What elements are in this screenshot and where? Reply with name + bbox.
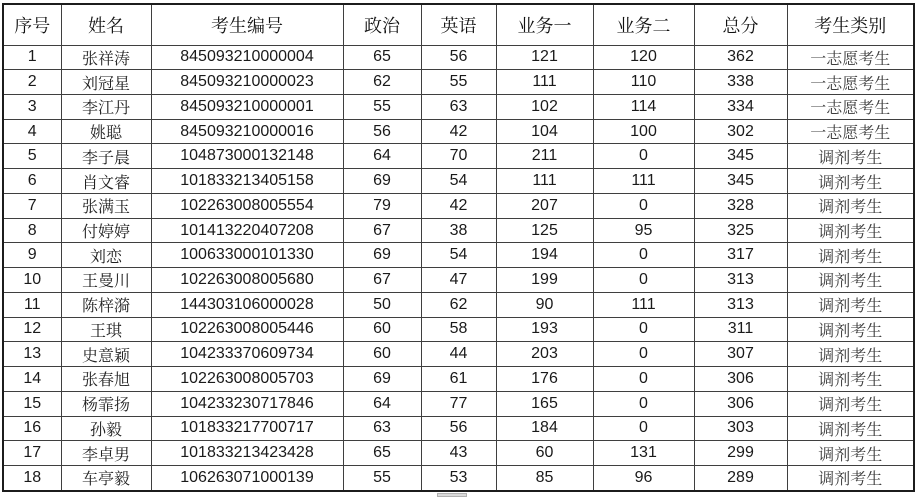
header-name: 姓名 <box>61 4 151 45</box>
cell-english: 38 <box>421 218 496 243</box>
cell-candidate-type: 调剂考生 <box>787 465 914 491</box>
cell-candidate-id: 101833213405158 <box>151 169 343 194</box>
cell-name: 王琪 <box>61 317 151 342</box>
cell-serial-no: 14 <box>3 367 61 392</box>
cell-total-score: 307 <box>694 342 787 367</box>
cell-politics: 69 <box>343 243 421 268</box>
cell-total-score: 299 <box>694 441 787 466</box>
table-row <box>3 342 914 367</box>
cell-total-score: 311 <box>694 317 787 342</box>
cell-name: 张祥涛 <box>61 45 151 70</box>
cell-name: 李江丹 <box>61 94 151 119</box>
cell-subject-two: 100 <box>593 119 694 144</box>
header-candidate-id: 考生编号 <box>151 4 343 45</box>
table-row <box>3 94 914 119</box>
cell-serial-no: 12 <box>3 317 61 342</box>
cell-serial-no: 18 <box>3 465 61 491</box>
cell-candidate-type: 一志愿考生 <box>787 119 914 144</box>
score-table <box>2 3 915 492</box>
cell-total-score: 345 <box>694 169 787 194</box>
cell-candidate-type: 调剂考生 <box>787 391 914 416</box>
cell-english: 42 <box>421 119 496 144</box>
cell-total-score: 306 <box>694 391 787 416</box>
table-row <box>3 45 914 70</box>
cell-subject-one: 176 <box>496 367 593 392</box>
cell-subject-one: 184 <box>496 416 593 441</box>
cell-english: 54 <box>421 169 496 194</box>
cell-serial-no: 16 <box>3 416 61 441</box>
table-row <box>3 243 914 268</box>
cell-name: 张春旭 <box>61 367 151 392</box>
cell-name: 李子晨 <box>61 144 151 169</box>
cell-english: 58 <box>421 317 496 342</box>
cell-candidate-type: 调剂考生 <box>787 441 914 466</box>
cell-name: 李卓男 <box>61 441 151 466</box>
cell-subject-one: 165 <box>496 391 593 416</box>
cell-english: 43 <box>421 441 496 466</box>
cell-candidate-id: 845093210000016 <box>151 119 343 144</box>
cell-subject-one: 193 <box>496 317 593 342</box>
cell-serial-no: 9 <box>3 243 61 268</box>
cell-total-score: 306 <box>694 367 787 392</box>
cell-candidate-type: 一志愿考生 <box>787 70 914 95</box>
cell-serial-no: 4 <box>3 119 61 144</box>
cell-english: 63 <box>421 94 496 119</box>
cell-candidate-type: 调剂考生 <box>787 169 914 194</box>
header-candidate-type: 考生类别 <box>787 4 914 45</box>
cell-english: 70 <box>421 144 496 169</box>
cell-serial-no: 6 <box>3 169 61 194</box>
cell-serial-no: 1 <box>3 45 61 70</box>
header-english: 英语 <box>421 4 496 45</box>
header-politics: 政治 <box>343 4 421 45</box>
table-row <box>3 441 914 466</box>
cell-name: 陈梓漪 <box>61 292 151 317</box>
cell-subject-two: 111 <box>593 292 694 317</box>
cell-politics: 65 <box>343 441 421 466</box>
cell-politics: 64 <box>343 144 421 169</box>
bottom-edge-artifact <box>437 493 467 497</box>
cell-serial-no: 11 <box>3 292 61 317</box>
table-row <box>3 465 914 491</box>
cell-serial-no: 3 <box>3 94 61 119</box>
cell-candidate-type: 调剂考生 <box>787 342 914 367</box>
cell-candidate-id: 101833213423428 <box>151 441 343 466</box>
cell-serial-no: 10 <box>3 268 61 293</box>
cell-subject-one: 85 <box>496 465 593 491</box>
cell-subject-two: 110 <box>593 70 694 95</box>
table-row <box>3 317 914 342</box>
cell-subject-two: 95 <box>593 218 694 243</box>
header-subject-one: 业务一 <box>496 4 593 45</box>
cell-serial-no: 15 <box>3 391 61 416</box>
cell-candidate-id: 845093210000001 <box>151 94 343 119</box>
cell-candidate-id: 101413220407208 <box>151 218 343 243</box>
cell-subject-two: 0 <box>593 193 694 218</box>
cell-candidate-id: 104873000132148 <box>151 144 343 169</box>
cell-politics: 67 <box>343 218 421 243</box>
cell-subject-one: 111 <box>496 70 593 95</box>
cell-english: 56 <box>421 416 496 441</box>
cell-subject-one: 111 <box>496 169 593 194</box>
cell-candidate-type: 调剂考生 <box>787 268 914 293</box>
cell-total-score: 334 <box>694 94 787 119</box>
cell-candidate-id: 102263008005446 <box>151 317 343 342</box>
cell-name: 姚聪 <box>61 119 151 144</box>
cell-english: 47 <box>421 268 496 293</box>
cell-name: 付婷婷 <box>61 218 151 243</box>
cell-english: 53 <box>421 465 496 491</box>
cell-subject-two: 111 <box>593 169 694 194</box>
cell-total-score: 328 <box>694 193 787 218</box>
table-row <box>3 144 914 169</box>
cell-subject-one: 121 <box>496 45 593 70</box>
cell-name: 王曼川 <box>61 268 151 293</box>
cell-candidate-id: 104233370609734 <box>151 342 343 367</box>
cell-subject-two: 0 <box>593 342 694 367</box>
cell-total-score: 338 <box>694 70 787 95</box>
cell-subject-two: 0 <box>593 416 694 441</box>
cell-name: 刘恋 <box>61 243 151 268</box>
cell-name: 张满玉 <box>61 193 151 218</box>
cell-candidate-id: 100633000101330 <box>151 243 343 268</box>
cell-serial-no: 8 <box>3 218 61 243</box>
table-row <box>3 218 914 243</box>
cell-total-score: 313 <box>694 268 787 293</box>
cell-candidate-id: 144303106000028 <box>151 292 343 317</box>
cell-english: 62 <box>421 292 496 317</box>
table-row <box>3 268 914 293</box>
table-body <box>3 45 914 491</box>
cell-english: 77 <box>421 391 496 416</box>
cell-politics: 67 <box>343 268 421 293</box>
cell-candidate-id: 106263071000139 <box>151 465 343 491</box>
cell-subject-two: 0 <box>593 268 694 293</box>
cell-total-score: 289 <box>694 465 787 491</box>
cell-subject-two: 0 <box>593 144 694 169</box>
table-row <box>3 416 914 441</box>
cell-politics: 65 <box>343 45 421 70</box>
table-row <box>3 292 914 317</box>
cell-serial-no: 2 <box>3 70 61 95</box>
cell-subject-one: 104 <box>496 119 593 144</box>
cell-candidate-type: 调剂考生 <box>787 367 914 392</box>
cell-politics: 63 <box>343 416 421 441</box>
cell-total-score: 325 <box>694 218 787 243</box>
cell-subject-two: 0 <box>593 317 694 342</box>
cell-name: 史意颖 <box>61 342 151 367</box>
cell-candidate-type: 调剂考生 <box>787 243 914 268</box>
table-row <box>3 193 914 218</box>
cell-name: 杨霏扬 <box>61 391 151 416</box>
cell-politics: 56 <box>343 119 421 144</box>
cell-politics: 69 <box>343 367 421 392</box>
cell-subject-one: 199 <box>496 268 593 293</box>
cell-name: 孙毅 <box>61 416 151 441</box>
cell-subject-two: 120 <box>593 45 694 70</box>
cell-subject-two: 0 <box>593 391 694 416</box>
table-row <box>3 70 914 95</box>
cell-english: 56 <box>421 45 496 70</box>
header-total-score: 总分 <box>694 4 787 45</box>
cell-english: 42 <box>421 193 496 218</box>
cell-total-score: 362 <box>694 45 787 70</box>
cell-politics: 50 <box>343 292 421 317</box>
cell-subject-one: 203 <box>496 342 593 367</box>
cell-candidate-type: 调剂考生 <box>787 292 914 317</box>
cell-subject-one: 90 <box>496 292 593 317</box>
cell-candidate-id: 845093210000004 <box>151 45 343 70</box>
cell-total-score: 345 <box>694 144 787 169</box>
cell-total-score: 303 <box>694 416 787 441</box>
cell-politics: 55 <box>343 94 421 119</box>
cell-candidate-type: 调剂考生 <box>787 218 914 243</box>
cell-subject-one: 194 <box>496 243 593 268</box>
table-header-row <box>3 4 914 45</box>
cell-total-score: 313 <box>694 292 787 317</box>
cell-subject-one: 102 <box>496 94 593 119</box>
cell-candidate-type: 一志愿考生 <box>787 45 914 70</box>
cell-subject-two: 0 <box>593 367 694 392</box>
cell-politics: 79 <box>343 193 421 218</box>
cell-candidate-id: 102263008005554 <box>151 193 343 218</box>
cell-english: 61 <box>421 367 496 392</box>
cell-candidate-id: 101833217700717 <box>151 416 343 441</box>
cell-candidate-type: 一志愿考生 <box>787 94 914 119</box>
cell-english: 44 <box>421 342 496 367</box>
cell-serial-no: 5 <box>3 144 61 169</box>
cell-subject-two: 114 <box>593 94 694 119</box>
cell-subject-two: 131 <box>593 441 694 466</box>
cell-english: 55 <box>421 70 496 95</box>
table-row <box>3 391 914 416</box>
cell-politics: 64 <box>343 391 421 416</box>
cell-subject-one: 60 <box>496 441 593 466</box>
header-serial-no: 序号 <box>3 4 61 45</box>
table-row <box>3 169 914 194</box>
cell-candidate-type: 调剂考生 <box>787 416 914 441</box>
cell-candidate-type: 调剂考生 <box>787 317 914 342</box>
cell-serial-no: 7 <box>3 193 61 218</box>
cell-candidate-type: 调剂考生 <box>787 193 914 218</box>
cell-politics: 62 <box>343 70 421 95</box>
cell-total-score: 302 <box>694 119 787 144</box>
cell-subject-two: 0 <box>593 243 694 268</box>
cell-subject-two: 96 <box>593 465 694 491</box>
cell-serial-no: 17 <box>3 441 61 466</box>
cell-name: 车亭毅 <box>61 465 151 491</box>
cell-candidate-id: 102263008005703 <box>151 367 343 392</box>
cell-name: 刘冠星 <box>61 70 151 95</box>
header-subject-two: 业务二 <box>593 4 694 45</box>
cell-serial-no: 13 <box>3 342 61 367</box>
cell-politics: 69 <box>343 169 421 194</box>
cell-total-score: 317 <box>694 243 787 268</box>
table-row <box>3 119 914 144</box>
cell-candidate-id: 102263008005680 <box>151 268 343 293</box>
cell-subject-one: 125 <box>496 218 593 243</box>
table-row <box>3 367 914 392</box>
cell-subject-one: 207 <box>496 193 593 218</box>
cell-name: 肖文睿 <box>61 169 151 194</box>
cell-candidate-id: 845093210000023 <box>151 70 343 95</box>
cell-politics: 60 <box>343 317 421 342</box>
cell-candidate-id: 104233230717846 <box>151 391 343 416</box>
cell-politics: 55 <box>343 465 421 491</box>
cell-candidate-type: 调剂考生 <box>787 144 914 169</box>
cell-subject-one: 211 <box>496 144 593 169</box>
cell-english: 54 <box>421 243 496 268</box>
cell-politics: 60 <box>343 342 421 367</box>
